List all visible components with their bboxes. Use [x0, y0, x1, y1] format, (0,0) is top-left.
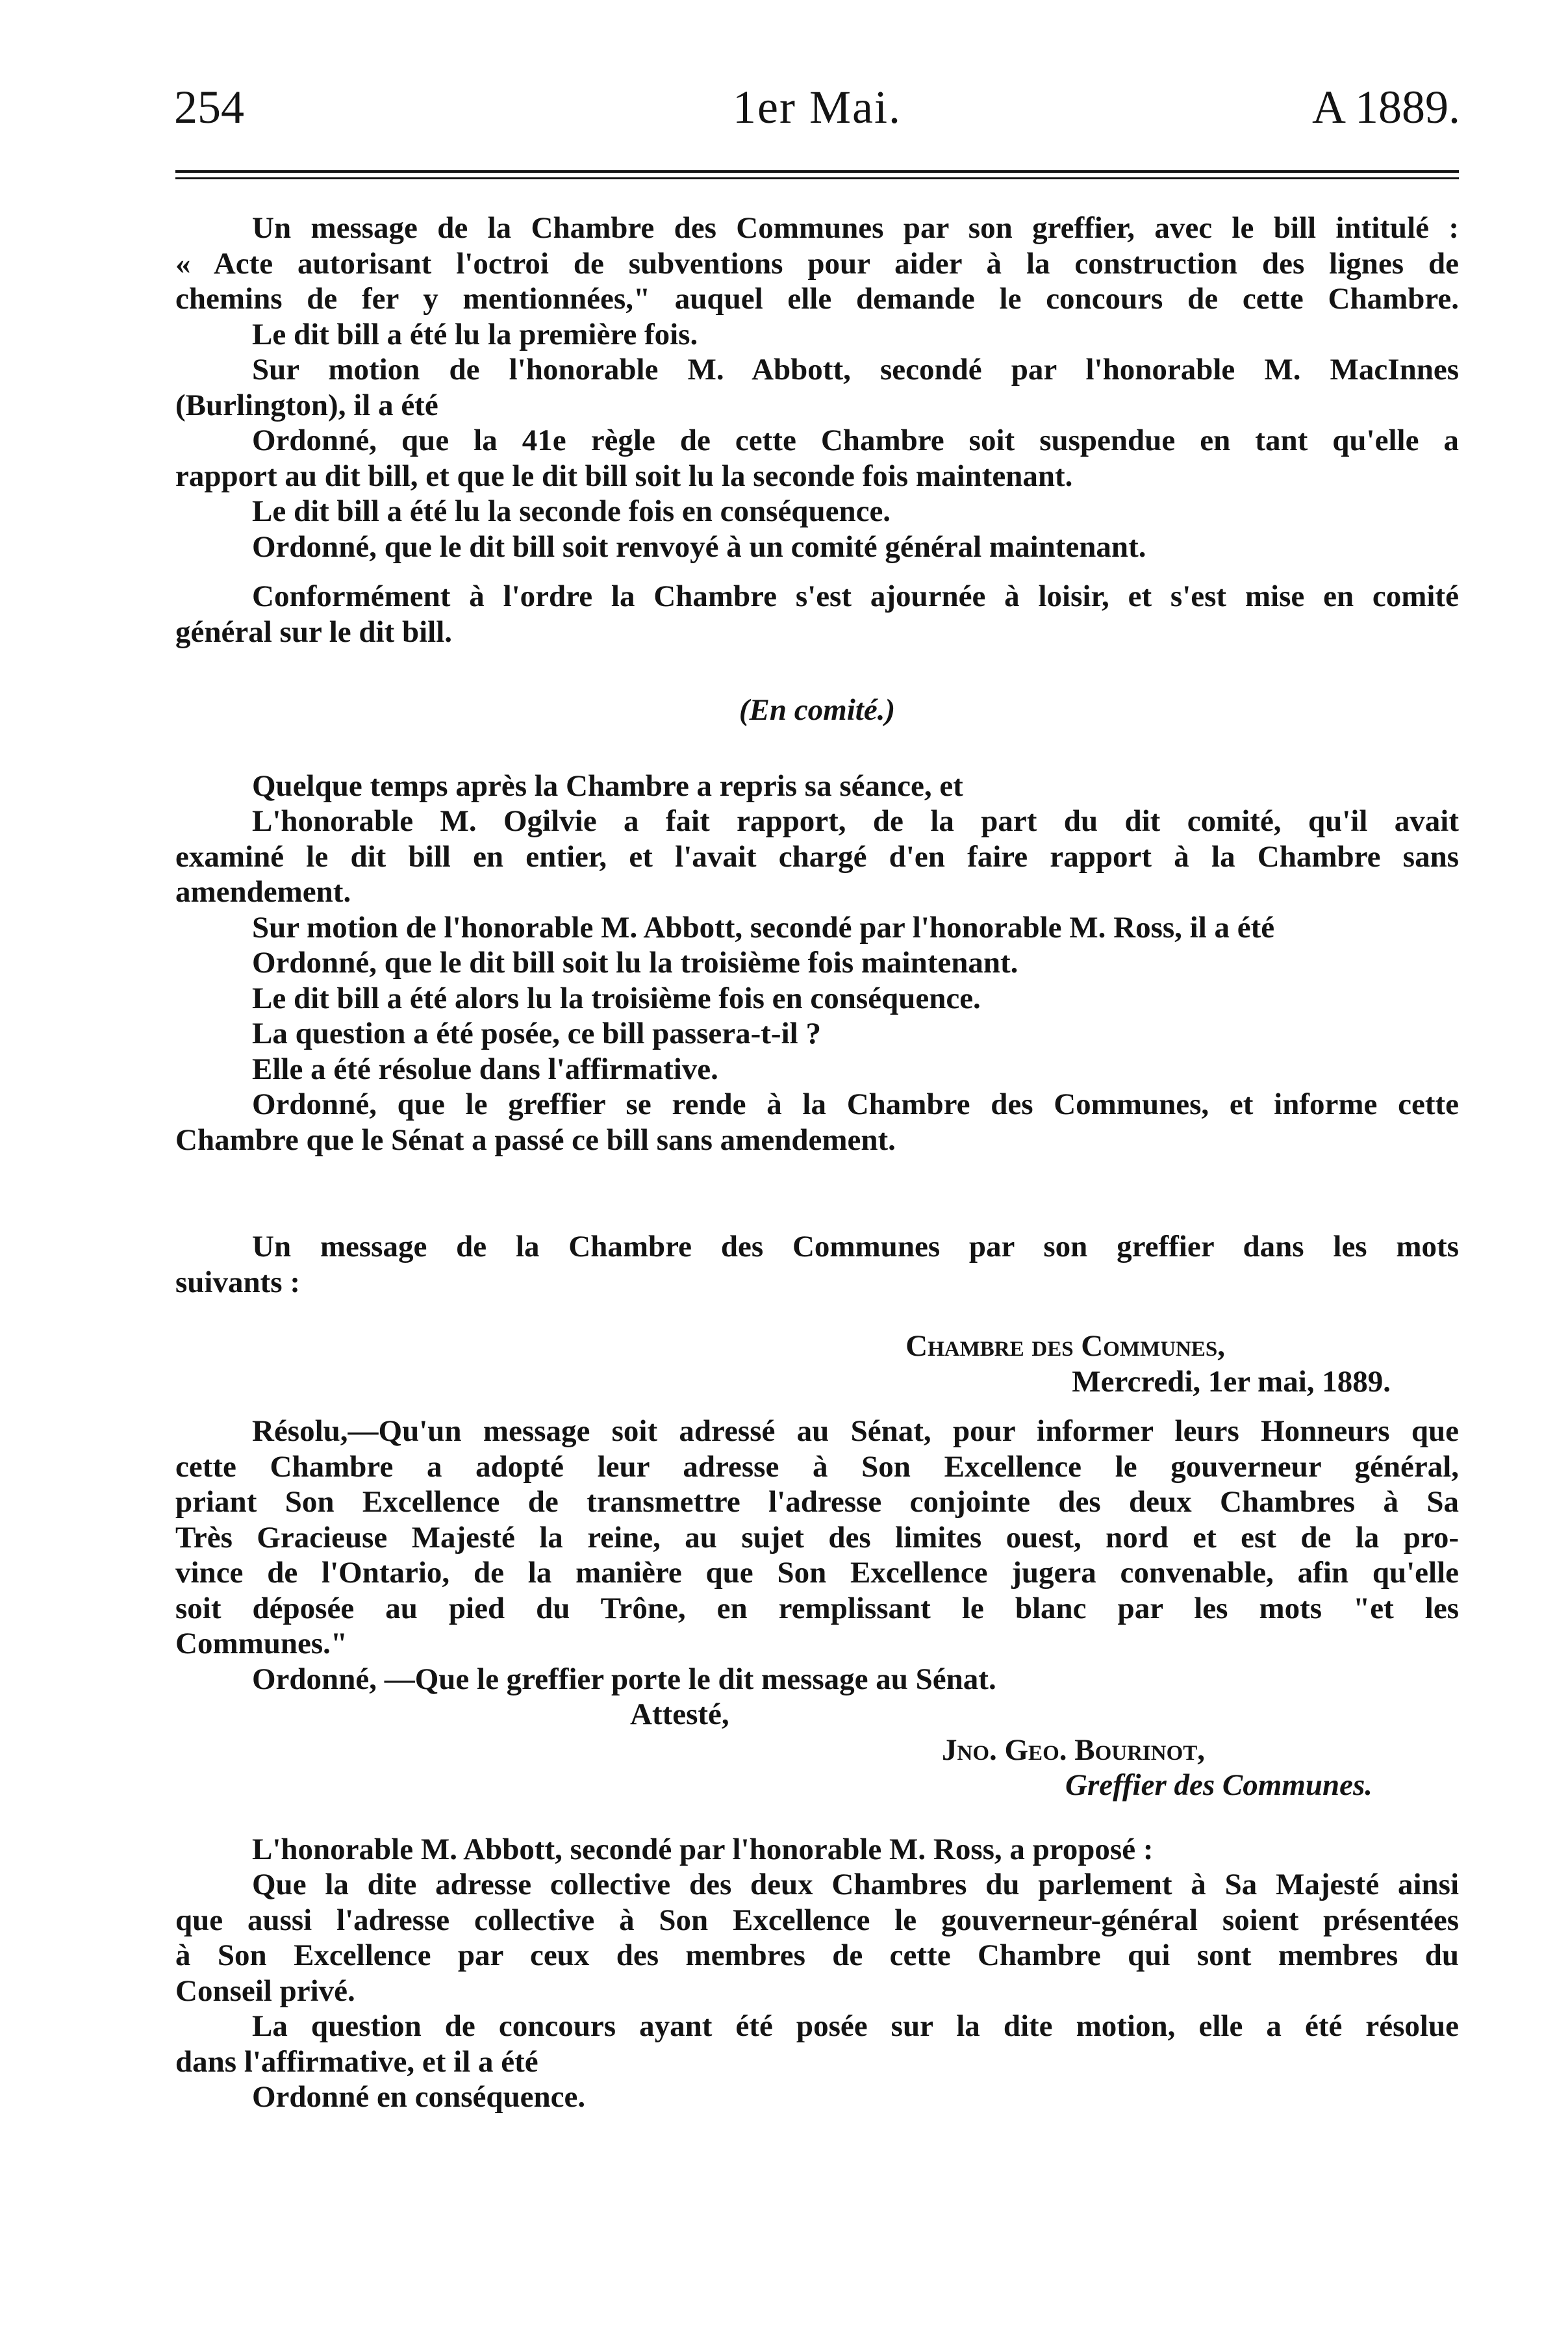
paragraph: suivants :: [175, 1265, 300, 1299]
header-date: 1er Mai.: [733, 81, 902, 133]
header-rule-top: [175, 170, 1459, 173]
resolution-line: vince de l'Ontario, de la manière que Son Excellence jugera convenable, afin qu'elle: [175, 1556, 1459, 1590]
message-dateline: Mercredi, 1er mai, 1889.: [1072, 1364, 1391, 1399]
paragraph: examiné le dit bill en entier, et l'avait chargé d'en faire rapport à la Chambre sans: [175, 839, 1459, 874]
paragraph: Le dit bill a été lu la première fois.: [252, 317, 698, 351]
paragraph: général sur le dit bill.: [175, 615, 453, 649]
paragraph: rapport au dit bill, et que le dit bill soit lu la seconde fois maintenant.: [175, 459, 1073, 493]
committee-heading: (En comité.): [739, 693, 896, 727]
resolution-line: Résolu,—Qu'un message soit adressé au Sénat, pour informer leurs Honneurs que: [252, 1414, 1459, 1448]
paragraph: Elle a été résolue dans l'affirmative.: [252, 1052, 718, 1086]
page-header: [174, 71, 1460, 143]
signer-name: Jno. Geo. Bourinot,: [942, 1733, 1206, 1767]
paragraph: L'honorable M. Abbott, secondé par l'honorable M. Ross, a proposé :: [252, 1832, 1154, 1866]
paragraph: Ordonné, que le dit bill soit lu la troisième fois maintenant.: [252, 946, 1018, 980]
paragraph: La question de concours ayant été posée sur la dite motion, elle a été résolue: [252, 2009, 1459, 2043]
paragraph: Sur motion de l'honorable M. Abbott, secondé par l'honorable M. Ross, il a été: [252, 910, 1275, 945]
message-intro-line: Un message de la Chambre des Communes par son greffier, avec le bill intitulé :: [252, 211, 1459, 245]
paragraph: Sur motion de l'honorable M. Abbott, secondé par l'honorable M. MacInnes: [252, 353, 1459, 387]
header-rule-bottom: [175, 177, 1459, 179]
resolution-line: Très Gracieuse Majesté la reine, au sujet des limites ouest, nord et est de la pro-: [175, 1520, 1459, 1555]
attestation: Attesté,: [630, 1697, 729, 1731]
signer-title: Greffier des Communes.: [1065, 1768, 1373, 1802]
paragraph: Conformément à l'ordre la Chambre s'est ajournée à loisir, et s'est mise en comité: [252, 579, 1459, 613]
paragraph: Un message de la Chambre des Communes par son greffier dans les mots: [252, 1230, 1459, 1263]
paragraph: L'honorable M. Ogilvie a fait rapport, de la part du dit comité, qu'il avait: [252, 804, 1459, 838]
paragraph: Le dit bill a été alors lu la troisième fois en conséquence.: [252, 981, 981, 1015]
paragraph: Ordonné en conséquence.: [252, 2080, 586, 2114]
paragraph: que aussi l'adresse collective à Son Excellence le gouverneur-général soient présentées: [175, 1903, 1459, 1937]
paragraph: (Burlington), il a été: [175, 388, 438, 422]
paragraph: Conseil privé.: [175, 1974, 355, 2008]
paragraph: Ordonné, que le greffier se rende à la Chambre des Communes, et informe cette: [252, 1087, 1459, 1121]
message-place: Chambre des Communes,: [905, 1329, 1225, 1363]
paragraph: amendement.: [175, 875, 351, 909]
page-body: [175, 210, 1459, 2115]
paragraph: Ordonné, —Que le greffier porte le dit message au Sénat.: [252, 1662, 996, 1696]
message-intro-line: chemins de fer y mentionnées," auquel elle demande le concours de cette Chambre.: [175, 282, 1459, 316]
resolution-line: Communes.": [175, 1627, 348, 1660]
resolution-line: cette Chambre a adopté leur adresse à Son Excellence le gouverneur général,: [175, 1449, 1459, 1484]
paragraph: dans l'affirmative, et il a été: [175, 2044, 538, 2079]
header-year: A 1889.: [1311, 81, 1460, 133]
paragraph: à Son Excellence par ceux des membres de cette Chambre qui sont membres du: [175, 1938, 1459, 1972]
paragraph: Que la dite adresse collective des deux Chambres du parlement à Sa Majesté ainsi: [252, 1868, 1459, 1901]
paragraph: La question a été posée, ce bill passera-t-il ?: [252, 1017, 821, 1050]
paragraph: Ordonné, que la 41e règle de cette Chambre soit suspendue en tant qu'elle a: [252, 424, 1459, 457]
paragraph: Quelque temps après la Chambre a repris sa séance, et: [252, 768, 963, 803]
paragraph: Le dit bill a été lu la seconde fois en conséquence.: [252, 494, 891, 528]
paragraph: Chambre que le Sénat a passé ce bill sans amendement.: [175, 1123, 896, 1157]
page-number: 254: [174, 81, 244, 133]
resolution-line: soit déposée au pied du Trône, en remplissant le blanc par les mots "et les: [175, 1591, 1459, 1625]
paragraph: Ordonné, que le dit bill soit renvoyé à un comité général maintenant.: [252, 529, 1146, 564]
message-intro-line: « Acte autorisant l'octroi de subventions pour aider à la construction des lignes de: [175, 246, 1459, 281]
resolution-line: priant Son Excellence de transmettre l'adresse conjointe des deux Chambres à Sa: [175, 1485, 1459, 1519]
